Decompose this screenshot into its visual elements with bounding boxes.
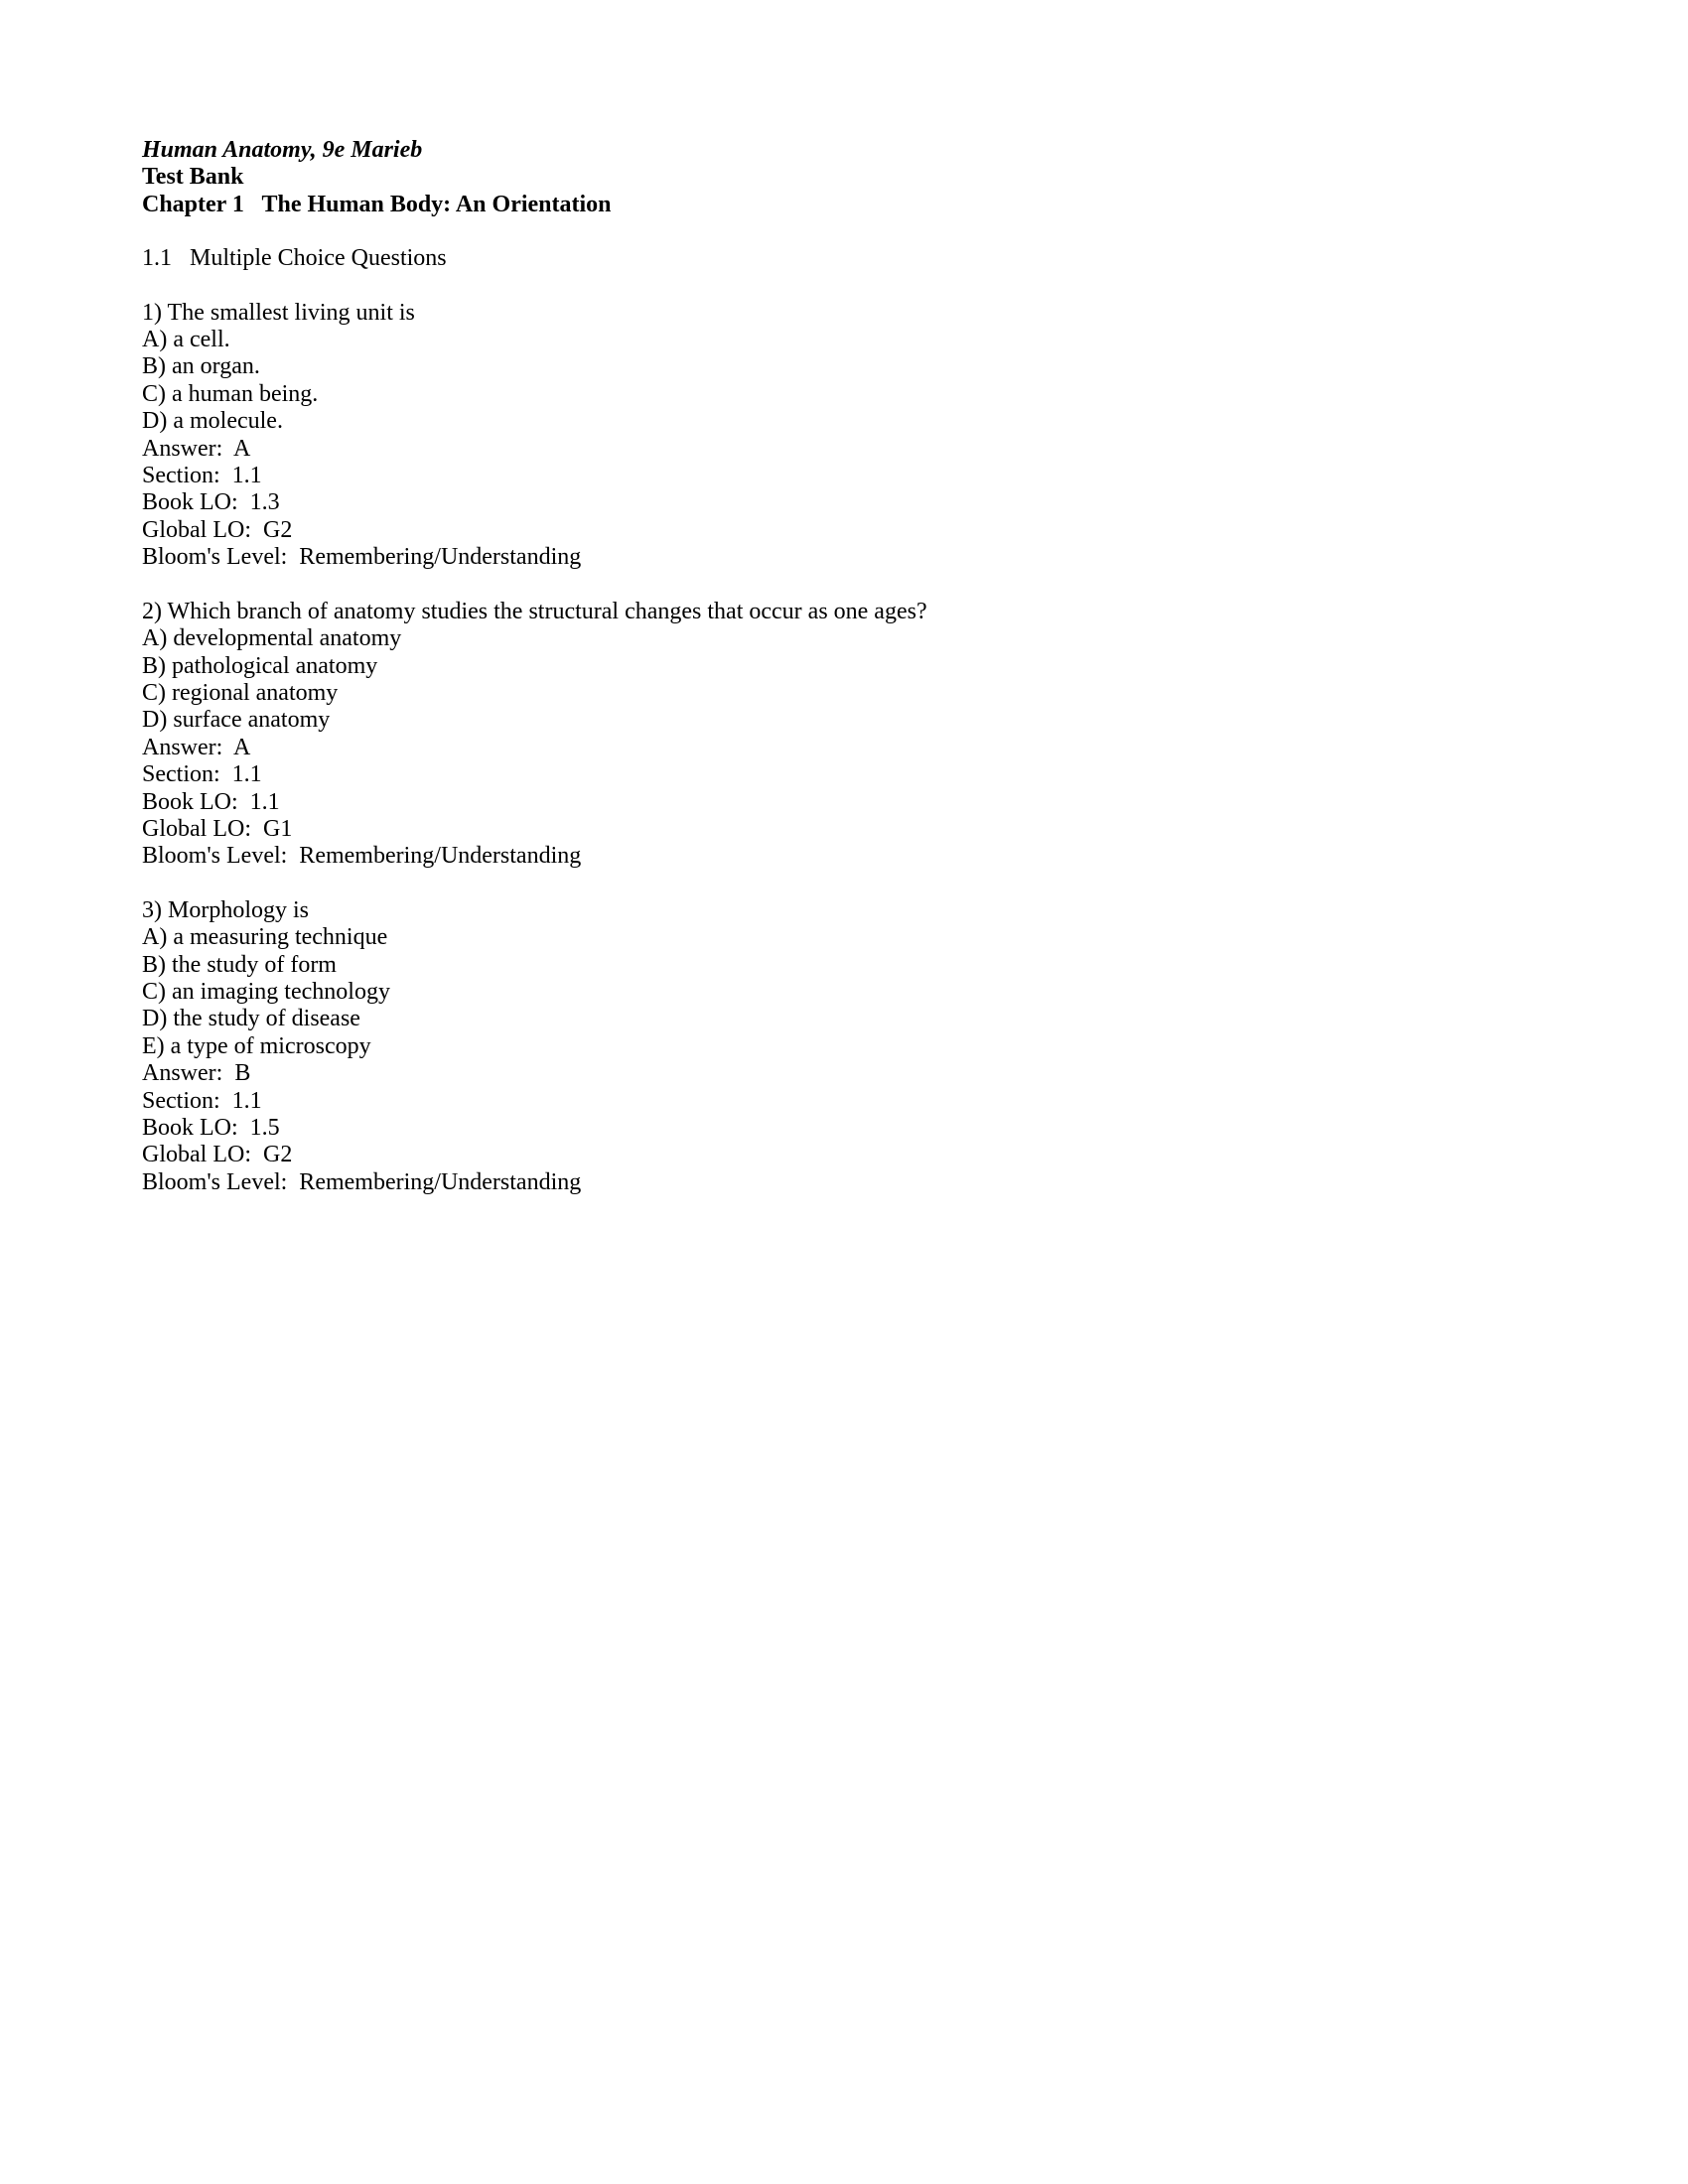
answer-choice: C) a human being. [142,380,319,407]
answer-choice: B) pathological anatomy [142,652,378,679]
global-lo-line: Global LO: G2 [142,516,293,543]
answer-line: Answer: B [142,1060,251,1087]
answer-choice: C) regional anatomy [142,679,339,706]
answer-choice: D) a molecule. [142,408,283,435]
answer-line: Answer: A [142,435,251,462]
document-header [142,137,1529,218]
section-heading-block [142,245,1529,272]
answer-choice: A) a cell. [142,327,230,353]
book-lo-line: Book LO: 1.1 [142,788,280,815]
answer-choice: D) the study of disease [142,1006,360,1032]
answer-choice: C) an imaging technology [142,978,390,1005]
answer-choice: A) developmental anatomy [142,625,402,652]
question-block-2 [142,599,1529,871]
global-lo-line: Global LO: G1 [142,815,293,842]
blooms-level-line: Bloom's Level: Remembering/Understanding [142,544,582,571]
answer-choice: B) an organ. [142,353,260,380]
book-lo-line: Book LO: 1.5 [142,1115,280,1141]
section-heading: 1.1 Multiple Choice Questions [142,245,447,272]
section-line: Section: 1.1 [142,761,262,788]
question-prompt: 3) Morphology is [142,896,309,923]
question-block-1 [142,300,1529,572]
test-bank-label: Test Bank [142,164,244,191]
section-line: Section: 1.1 [142,1087,262,1114]
global-lo-line: Global LO: G2 [142,1142,293,1168]
blooms-level-line: Bloom's Level: Remembering/Understanding [142,1168,582,1195]
section-line: Section: 1.1 [142,463,262,489]
question-prompt: 1) The smallest living unit is [142,299,415,326]
book-lo-line: Book LO: 1.3 [142,489,280,516]
answer-choice: D) surface anatomy [142,707,331,734]
question-prompt: 2) Which branch of anatomy studies the structural changes that occur as one ages? [142,598,927,624]
chapter-heading: Chapter 1 The Human Body: An Orientation [142,191,612,217]
answer-line: Answer: A [142,734,251,760]
blooms-level-line: Bloom's Level: Remembering/Understanding [142,843,582,870]
answer-choice: E) a type of microscopy [142,1032,371,1059]
question-block-3 [142,897,1529,1196]
answer-choice: B) the study of form [142,951,337,978]
book-title: Human Anatomy, 9e Marieb [142,137,423,163]
answer-choice: A) a measuring technique [142,924,388,951]
